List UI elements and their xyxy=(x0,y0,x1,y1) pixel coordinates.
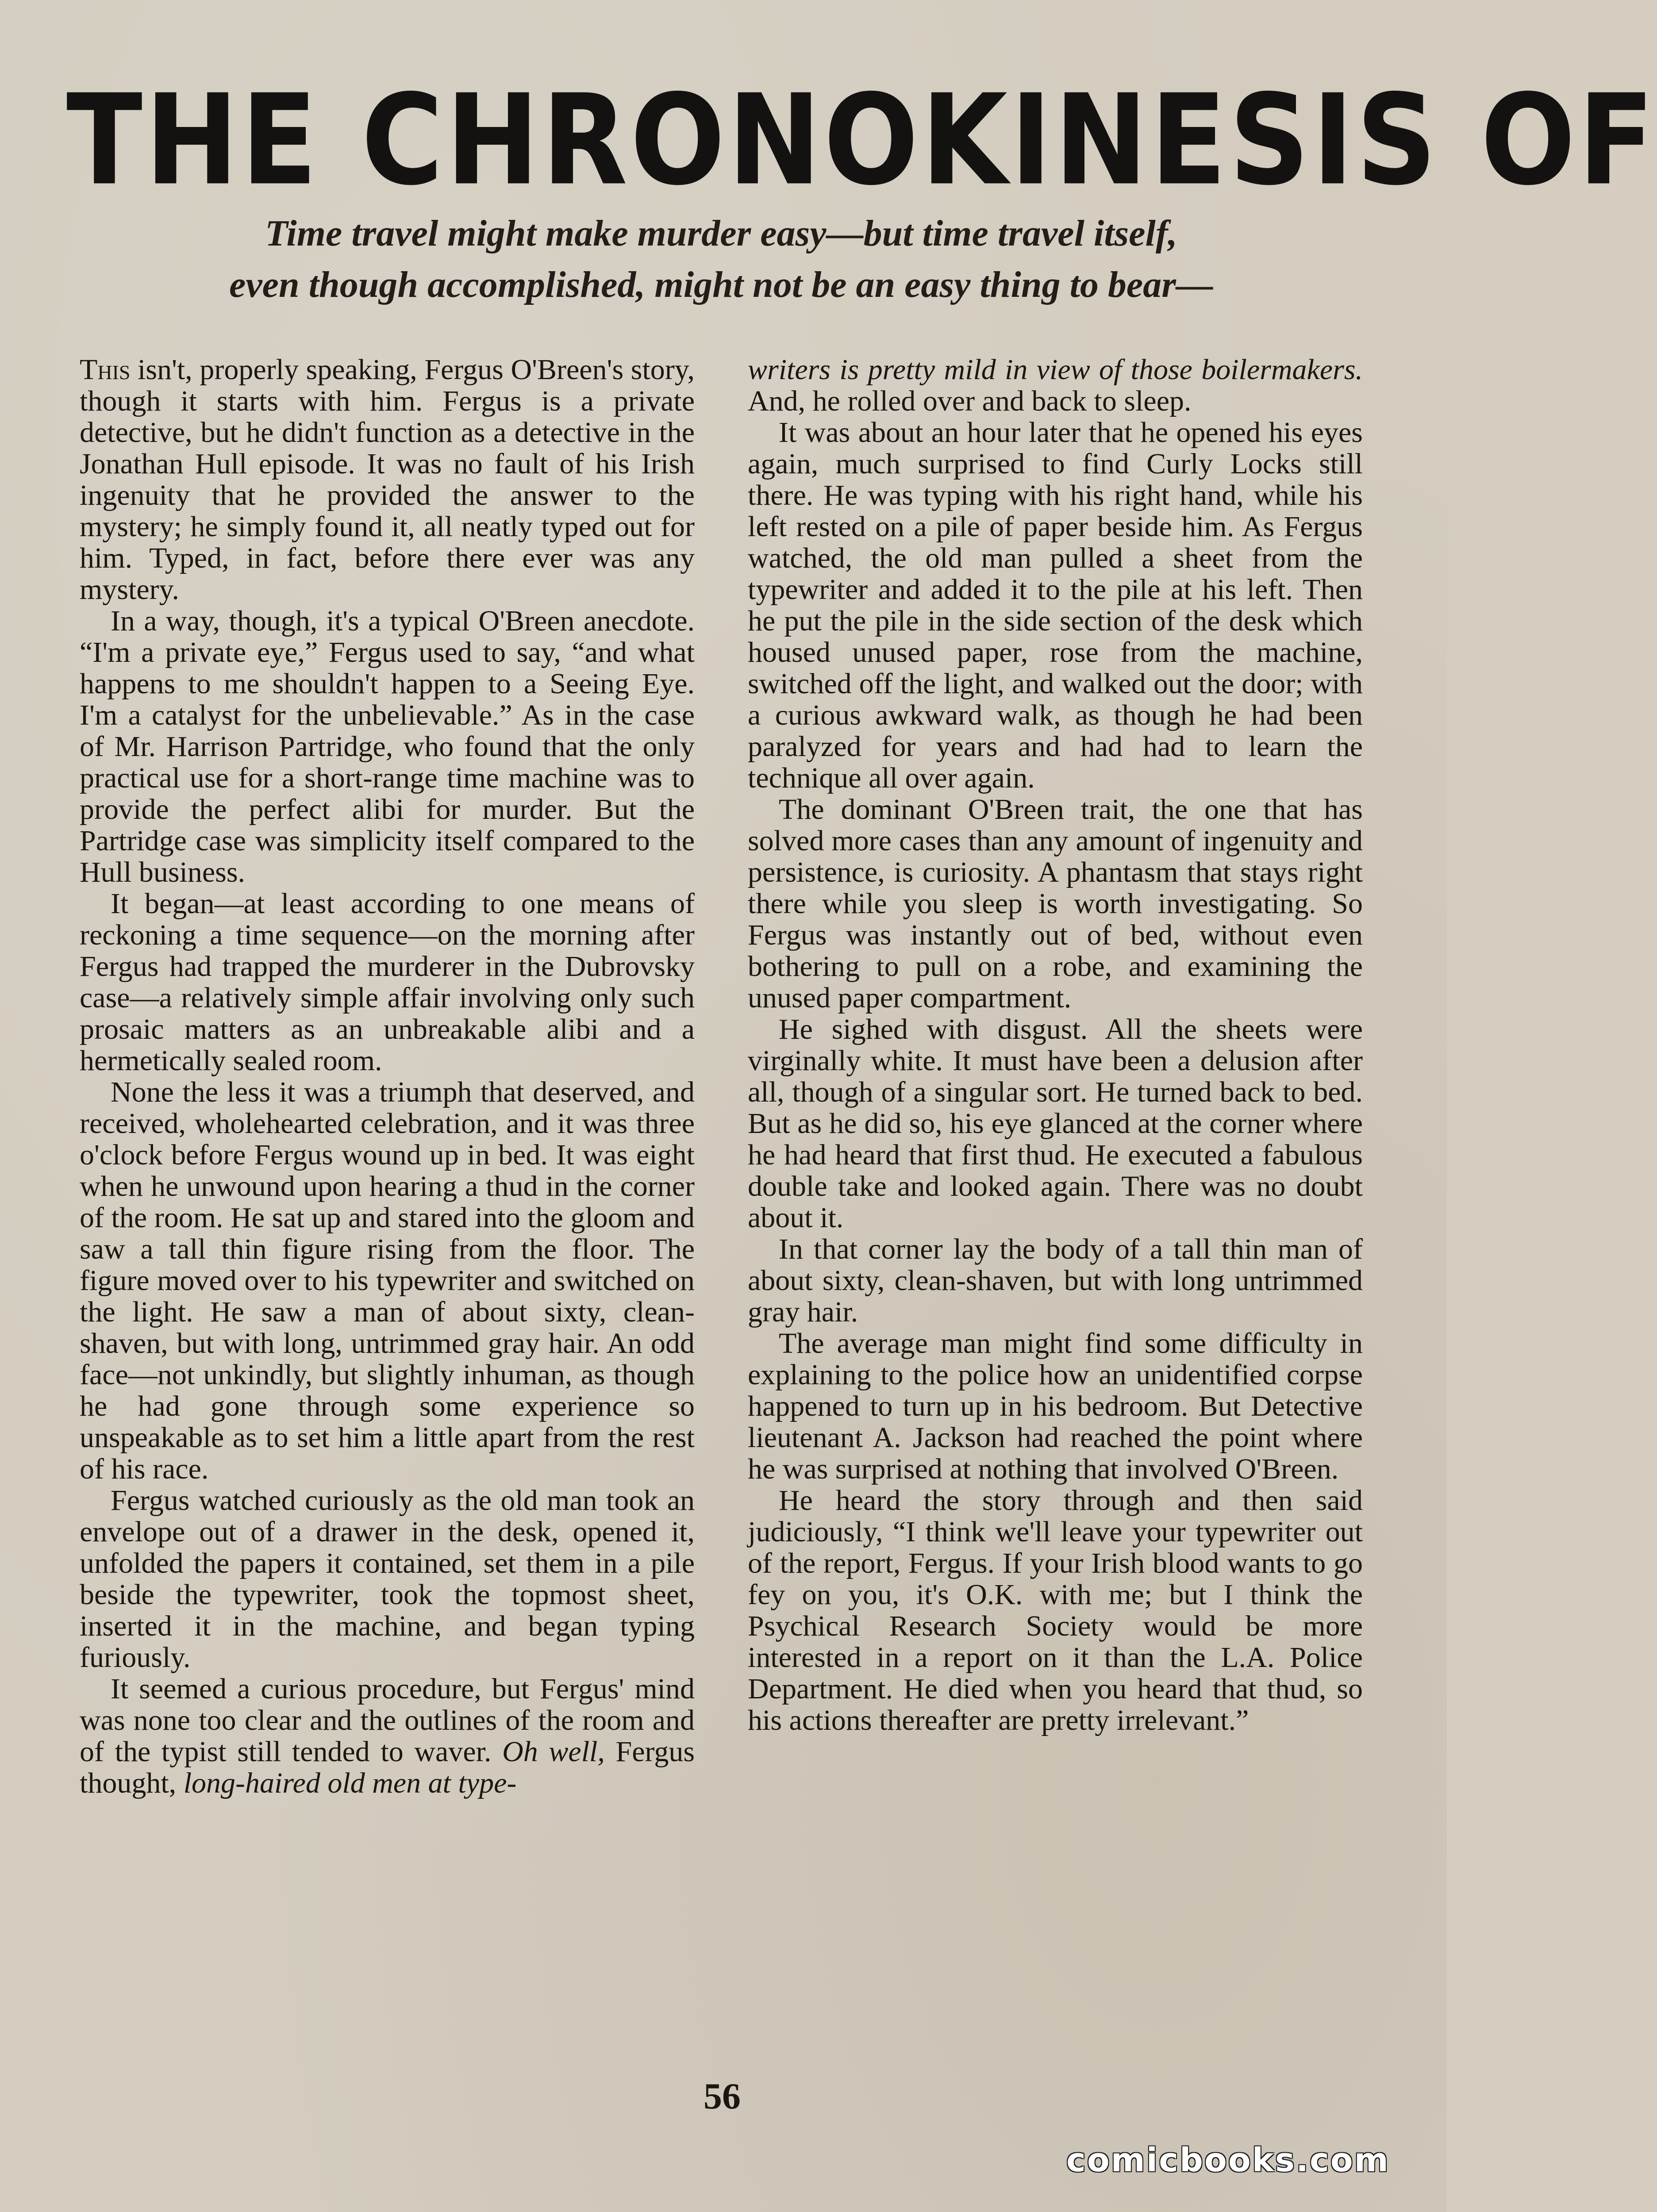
site-watermark: comicbooks.com xyxy=(1066,2141,1390,2179)
paragraph-text: It seemed a curious procedure, but Fergus' mind was none too clear and the outlines of the room and of the typist still tended to waver. xyxy=(80,1673,695,1768)
drop-lead-word: This xyxy=(80,353,131,386)
paragraph: It began—at least according to one means of reckoning a time sequence—on the morning after Fergus had trapped the murderer in the Dubrovsky case—a relatively simple affair involving only such prosaic matters as an unbreakable alibi and a hermetically sealed room. xyxy=(80,887,695,1077)
story-title: THE CHRONOKINESIS OF xyxy=(66,68,1657,213)
left-column xyxy=(80,354,695,1799)
paragraph: In that corner lay the body of a tall thin man of about sixty, clean-shaven, but with long untrimmed gray hair. xyxy=(748,1233,1363,1328)
paragraph-text: Fergus thought, xyxy=(80,1736,695,1799)
story-subtitle xyxy=(111,208,1332,311)
paragraph xyxy=(80,354,695,605)
right-column xyxy=(748,354,1363,1736)
paragraph: He sighed with disgust. All the sheets were virginally white. It must have been a delusion after all, though of a singular sort. He turned back to bed. But as he did so, his eye glanced at the corner where he had heard that first thud. He executed a fabulous double take and looked again. There was no doubt about it. xyxy=(748,1013,1363,1234)
paragraph: None the less it was a triumph that deserved, and received, wholehearted celebration, and it was three o'clock before Fergus wound up in bed. It was eight when he unwound upon hearing a thud in the corner of the room. He sat up and stared into the gloom and saw a tall thin figure rising from the floor. The figure moved over to his typewriter and switched on the light. He saw a man of about sixty, clean-shaven, but with long, untrimmed gray hair. An odd face—not unkindly, but slightly inhuman, as though he had gone through some experience so unspeakable as to set him a little apart from the rest of his race. xyxy=(80,1076,695,1485)
paragraph: The average man might find some difficulty in explaining to the police how an unidentified corpse happened to turn up in his bedroom. But Detective lieutenant A. Jackson had reached the point where he was surprised at nothing that involved O'Breen. xyxy=(748,1327,1363,1485)
paragraph-text: And, he rolled over and back to sleep. xyxy=(748,385,1192,417)
paragraph: He heard the story through and then said judiciously, “I think we'll leave your typewriter out of the report, Fergus. If your Irish blood wants to go fey on you, it's O.K. with me; but I think the Psychical Research Society would be more interested in a report on it than the L.A. Police Department. He died when you heard that thud, so his actions thereafter are pretty irrelevant.” xyxy=(748,1484,1363,1736)
paragraph: Fergus watched curiously as the old man took an envelope out of a drawer in the desk, opened it, unfolded the papers it contained, set them in a pile beside the typewriter, took the topmost sheet, inserted it in the machine, and began typing furiously. xyxy=(80,1484,695,1674)
italic-text: writers is pretty mild in view of those boilermakers. xyxy=(748,353,1363,386)
subtitle-line-1: Time travel might make murder easy—but time travel itself, xyxy=(265,213,1177,254)
paragraph: It was about an hour later that he opened his eyes again, much surprised to find Curly Locks still there. He was typing with his right hand, while his left rested on a pile of paper beside him. As Fergus watched, the old man pulled a sheet from the typewriter and added it to the pile at his left. Then he put the pile in the side section of the desk which housed unused paper, rose from the machine, switched off the light, and walked out the door; with a curious awkward walk, as though he had been paralyzed for years and had had to learn the technique all over again. xyxy=(748,416,1363,794)
italic-text: Oh well, xyxy=(502,1736,605,1768)
italic-text: long-haired old men at type- xyxy=(183,1767,517,1799)
paragraph xyxy=(80,1673,695,1799)
paragraph: The dominant O'Breen trait, the one that has solved more cases than any amount of ingenuity and persistence, is curiosity. A phantasm that stays right there while you sleep is worth investigating. So Fergus was instantly out of bed, without even bothering to pull on a robe, and examining the unused paper compartment. xyxy=(748,793,1363,1014)
page-number: 56 xyxy=(704,2076,741,2117)
paragraph: In a way, though, it's a typical O'Breen anecdote. “I'm a private eye,” Fergus used to say, “and what happens to me shouldn't happen to a Seeing Eye. I'm a catalyst for the unbelievable.” As in the case of Mr. Harrison Partridge, who found that the only practical use for a short-range time machine was to provide the perfect alibi for murder. But the Partridge case was simplicity itself compared to the Hull business. xyxy=(80,605,695,888)
paragraph xyxy=(748,354,1363,417)
paragraph-text: isn't, properly speaking, Fergus O'Breen's story, though it starts with him. Fergus is a private detective, but he didn't function as a detective in the Jonathan Hull episode. It was no fault of his Irish ingenuity that he provided the answer to the mystery; he simply found it, all neatly typed out for him. Typed, in fact, before there ever was any mystery. xyxy=(80,353,695,606)
subtitle-line-2: even though accomplished, might not be an easy thing to bear— xyxy=(229,264,1213,305)
